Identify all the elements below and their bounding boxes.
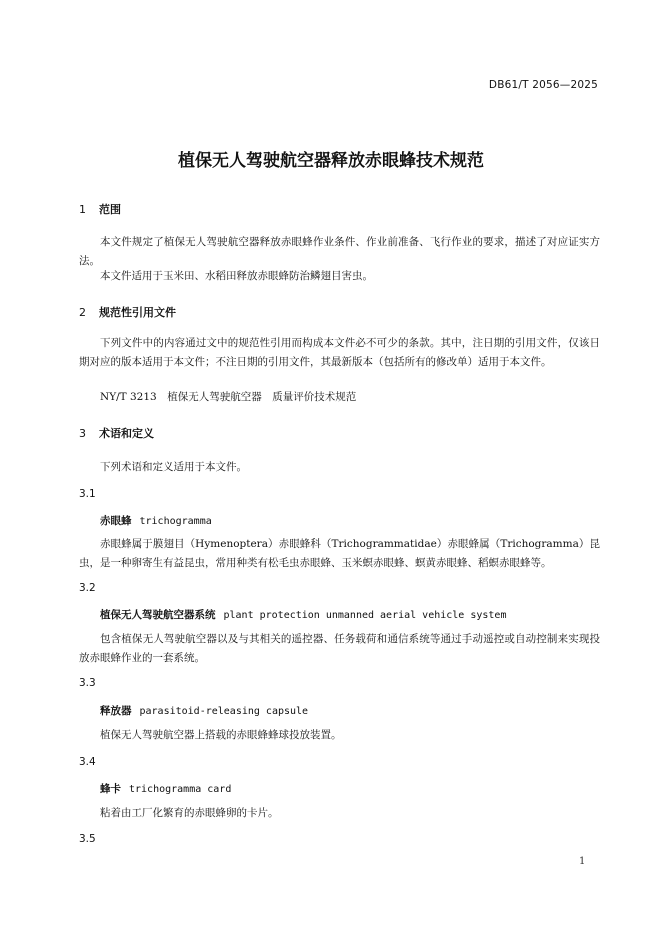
term-heading — [100, 781, 231, 796]
section-number: 2 — [79, 306, 86, 319]
section-3-heading — [79, 425, 154, 441]
term-number: 3.3 — [79, 677, 96, 689]
term-en: trichogramma card — [129, 784, 232, 795]
section-2-paragraph-1: 下列文件中的内容通过文中的规范性引用而构成本文件必不可少的条款。其中，注日期的引用文件，仅该日期对应的版本适用于本文件；不注日期的引用文件，其最新版本（包括所有的修改单）适用于本文件。 — [79, 337, 600, 368]
term-number: 3.5 — [79, 833, 96, 845]
term-heading — [100, 607, 506, 622]
term-heading — [100, 703, 308, 718]
term-zh: 赤眼蜂 — [100, 515, 132, 527]
term-en: trichogramma — [139, 516, 212, 527]
page-number: 1 — [579, 856, 586, 867]
term-number: 3.4 — [79, 756, 96, 768]
section-number: 3 — [79, 427, 86, 440]
term-en: parasitoid-releasing capsule — [139, 706, 309, 717]
section-title: 范围 — [99, 203, 121, 216]
term-zh: 释放器 — [100, 705, 132, 717]
term-definition: 包含植保无人驾驶航空器以及与其相关的遥控器、任务载荷和通信系统等通过手动遥控或自动控制来实现投放赤眼蜂作业的一套系统。 — [79, 633, 600, 664]
document-title: 植保无人驾驶航空器释放赤眼蜂技术规范 — [178, 151, 484, 171]
section-title: 术语和定义 — [99, 427, 154, 440]
term-number: 3.1 — [79, 488, 96, 500]
section-3-intro: 下列术语和定义适用于本文件。 — [100, 461, 247, 473]
term-definition: 粘着由工厂化繁育的赤眼蜂卵的卡片。 — [100, 807, 279, 819]
term-definition: 植保无人驾驶航空器上搭载的赤眼蜂蜂球投放装置。 — [100, 729, 342, 741]
term-number: 3.2 — [79, 582, 96, 594]
section-2-heading — [79, 304, 176, 320]
term-heading — [100, 513, 212, 528]
section-1-paragraph-1: 本文件规定了植保无人驾驶航空器释放赤眼蜂作业条件、作业前准备、飞行作业的要求，描述了对应证实方法。 — [79, 236, 600, 267]
section-1-paragraph-2: 本文件适用于玉米田、水稻田释放赤眼蜂防治鳞翅目害虫。 — [100, 270, 373, 282]
section-2-reference: NY/T 3213 植保无人驾驶航空器 质量评价技术规范 — [100, 391, 357, 403]
standard-code: DB61/T 2056—2025 — [488, 79, 598, 91]
section-number: 1 — [79, 203, 86, 216]
term-en: plant protection unmanned aerial vehicle system — [223, 610, 507, 621]
term-definition: 赤眼蜂属于膜翅目（Hymenoptera）赤眼蜂科（Trichogrammatidae）赤眼蜂属（Trichogramma）昆虫，是一种卵寄生有益昆虫，常用种类有松毛虫赤眼蜂、玉米螟赤眼蜂、螟黄赤眼蜂、稻螟赤眼蜂等。 — [79, 538, 600, 569]
section-title: 规范性引用文件 — [99, 306, 176, 319]
section-1-heading — [79, 201, 121, 217]
term-zh: 植保无人驾驶航空器系统 — [100, 609, 216, 621]
term-zh: 蜂卡 — [100, 783, 121, 795]
